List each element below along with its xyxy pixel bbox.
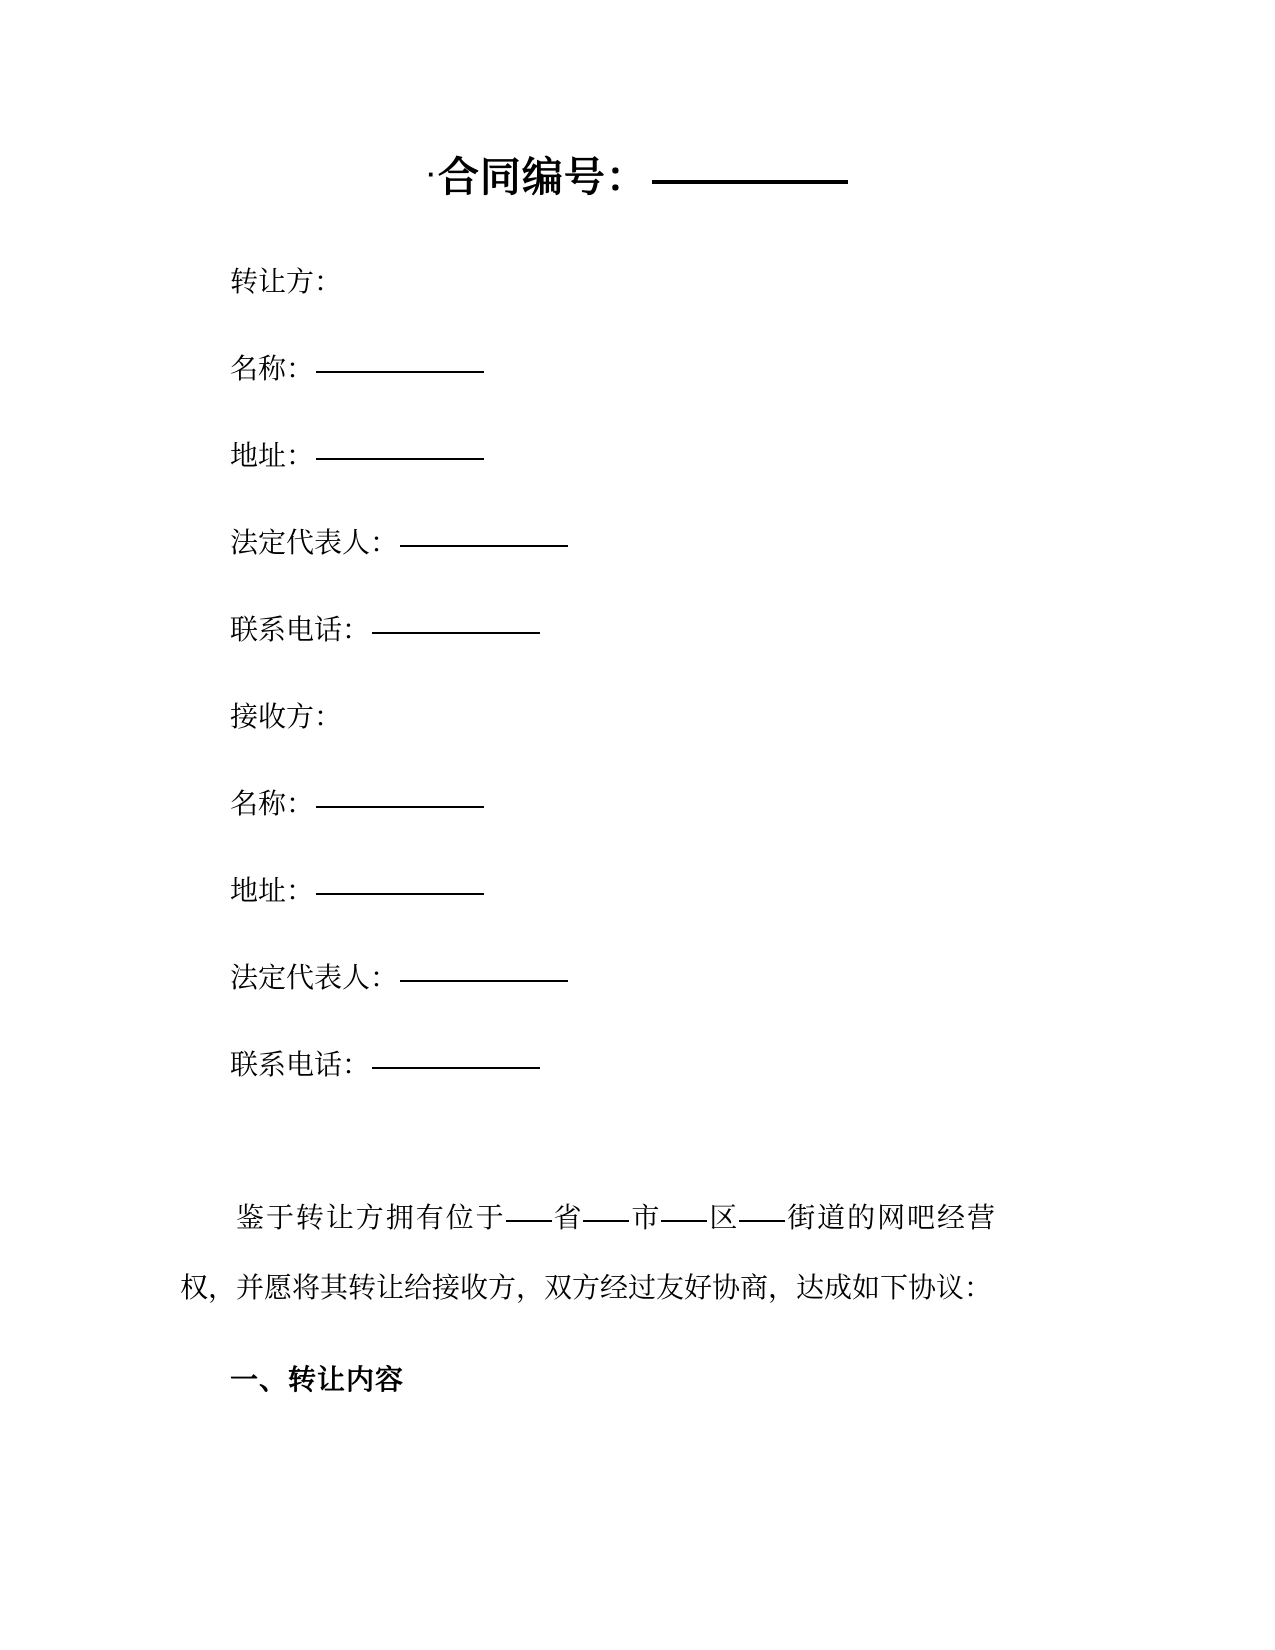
transferor-legal-rep-label: 法定代表人： <box>230 527 399 558</box>
title-label: 合同编号： <box>437 154 648 200</box>
contract-number-blank[interactable] <box>652 180 848 184</box>
street-blank-input[interactable] <box>739 1220 785 1222</box>
transferor-legal-rep-row <box>0 499 1275 586</box>
unit-district-label: 区 <box>707 1202 740 1233</box>
receiver-name-input[interactable] <box>316 806 484 808</box>
transferor-name-label: 名称： <box>230 353 315 384</box>
district-blank-input[interactable] <box>661 1220 707 1222</box>
recital-paragraph <box>180 1183 995 1323</box>
recital-text-part1: 鉴于转让方拥有位于 <box>236 1202 506 1233</box>
receiver-legal-rep-input[interactable] <box>400 980 568 982</box>
section-heading-transfer-content: 一、转让内容 <box>230 1364 405 1396</box>
transferor-address-row <box>0 412 1275 499</box>
receiver-address-row <box>0 847 1275 934</box>
receiver-phone-label: 联系电话： <box>230 1049 371 1080</box>
page-title <box>0 152 1275 203</box>
receiver-phone-row <box>0 1021 1275 1108</box>
city-blank-input[interactable] <box>583 1220 629 1222</box>
unit-province-label: 省 <box>551 1202 584 1233</box>
transferor-heading: 转让方： <box>230 266 343 297</box>
receiver-address-label: 地址： <box>230 875 315 906</box>
transferor-address-input[interactable] <box>316 458 484 460</box>
receiver-legal-rep-label: 法定代表人： <box>230 962 399 993</box>
recital-text-part2: ，并愿将其转让给接收方，双方经过友好协商，达成如下协议： <box>208 1272 993 1303</box>
transferor-phone-row <box>0 586 1275 673</box>
parties-block <box>0 238 1275 1108</box>
receiver-heading: 接收方： <box>230 701 343 732</box>
receiver-phone-input[interactable] <box>372 1067 540 1069</box>
receiver-address-input[interactable] <box>316 893 484 895</box>
transferor-phone-input[interactable] <box>372 632 540 634</box>
title-lead-dot-icon: · <box>427 159 437 190</box>
transferor-name-input[interactable] <box>316 371 484 373</box>
receiver-name-label: 名称： <box>230 788 315 819</box>
receiver-heading-row <box>0 673 1275 760</box>
transferor-legal-rep-input[interactable] <box>400 545 568 547</box>
unit-city-label: 市 <box>629 1202 662 1233</box>
transferor-phone-label: 联系电话： <box>230 614 371 645</box>
receiver-legal-rep-row <box>0 934 1275 1021</box>
transferor-name-row <box>0 325 1275 412</box>
transferor-heading-row <box>0 238 1275 325</box>
transferor-address-label: 地址： <box>230 440 315 471</box>
province-blank-input[interactable] <box>506 1220 552 1222</box>
unit-street-label: 街道的网吧经营权 <box>180 1202 995 1303</box>
receiver-name-row <box>0 760 1275 847</box>
